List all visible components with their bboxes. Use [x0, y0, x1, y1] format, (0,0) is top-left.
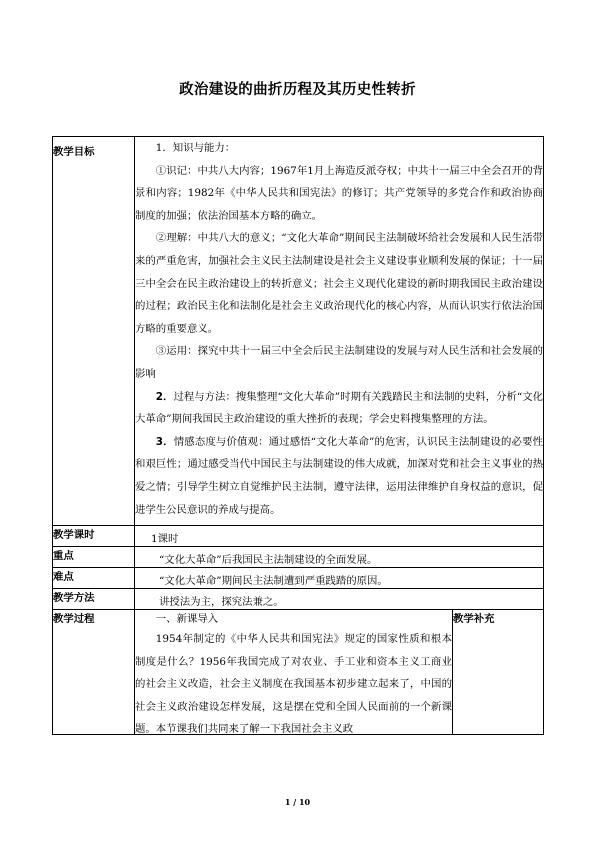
process-content	[135, 610, 453, 735]
difficulty-row	[53, 568, 544, 589]
process-intro-text: 1954年制定的《中华人民共和国宪法》规定的国家性质和根本制度是什么？1956年我国完成了对农业、手工业和资本主义工商业的社会主义改造，社会主义制度在我国基本初步建立起来了，中国的社会主义政治建设怎样发展，这是摆在党和全国人民面前的一个新课题。本节课我们共同来了解一下我国社会主义政	[135, 633, 452, 736]
objectives-label: 教学目标	[53, 137, 135, 526]
method-label: 教学方法	[53, 589, 135, 610]
objectives-row	[53, 137, 544, 526]
method-value: 讲授法为主，探究法兼之。	[135, 589, 544, 610]
hours-value: 1课时	[135, 526, 544, 547]
hours-label: 教学课时	[53, 526, 135, 547]
key-point-value: “文化大革命”后我国民主法制建设的全面发展。	[135, 547, 544, 568]
objectives-process-num: 2．	[155, 390, 174, 403]
method-row	[53, 589, 544, 610]
lesson-plan-table	[52, 136, 544, 735]
objectives-heading-1: 1．知识与能力：	[155, 142, 236, 154]
objectives-content	[135, 137, 544, 526]
page-title: 政治建设的曲折历程及其历史性转折	[179, 82, 416, 98]
key-point-label: 重点	[53, 547, 135, 568]
key-point-row	[53, 547, 544, 568]
objectives-understand: ②理解：中共八大的意义；“文化大革命”期间民主法制破坏给社会发展和人民生活带来的严重危害，加强社会主义民主法制建设是社会主义建设事业顺利发展的保证；十一届三中全会在民主政治建设上的转折意义；社会主义现代化建设的新时期我国民主政治建设的过程；政治民主化和法制化是社会主义政治现代化的核心内容，从而认识实行依法治国方略的重要意义。	[135, 232, 544, 335]
objectives-attitude-num: 3．	[155, 435, 174, 448]
process-label: 教学过程	[53, 610, 135, 735]
supplement-label: 教学补充	[453, 610, 544, 735]
objectives-apply: ③运用：探究中共十一届三中全会后民主法制建设的发展与对人民生活和社会发展的影响	[135, 345, 544, 380]
objectives-attitude-text: 情感态度与价值观：通过感悟“文化大革命”的危害，认识民主法制建设的必要性和艰巨性；通过感受当代中国民主与法制建设的伟大成就，加深对党和社会主义事业的热爱之情；引导学生树立自觉维护民主法制，遵守法律，运用法律维护自身权益的意识，促进学生公民意识的养成与提高。	[135, 435, 544, 516]
difficulty-label: 难点	[53, 568, 135, 589]
page-number: 1 / 10	[284, 797, 311, 807]
process-row	[53, 610, 544, 735]
objectives-recall: ①识记：中共八大内容；1967年1月上海造反派夺权；中共十一届三中全会召开的背景和内容；1982年《中华人民共和国宪法》的修订；共产党领导的多党合作和政治协商制度的加强；依法治国基本方略的确立。	[135, 164, 544, 222]
process-section-title: 一、新课导入	[155, 613, 219, 626]
objectives-attitude	[135, 431, 543, 525]
objectives-process-text: 过程与方法：搜集整理“文化大革命”时期有关践踏民主和法制的史料，分析“文化大革命”期间我国民主政治建设的重大挫折的表现；学会史料搜集整理的方法。	[135, 390, 544, 426]
hours-row	[53, 526, 544, 547]
objectives-process-method	[135, 386, 543, 431]
difficulty-value: “文化大革命”期间民主法制遭到严重践踏的原因。	[135, 568, 544, 589]
